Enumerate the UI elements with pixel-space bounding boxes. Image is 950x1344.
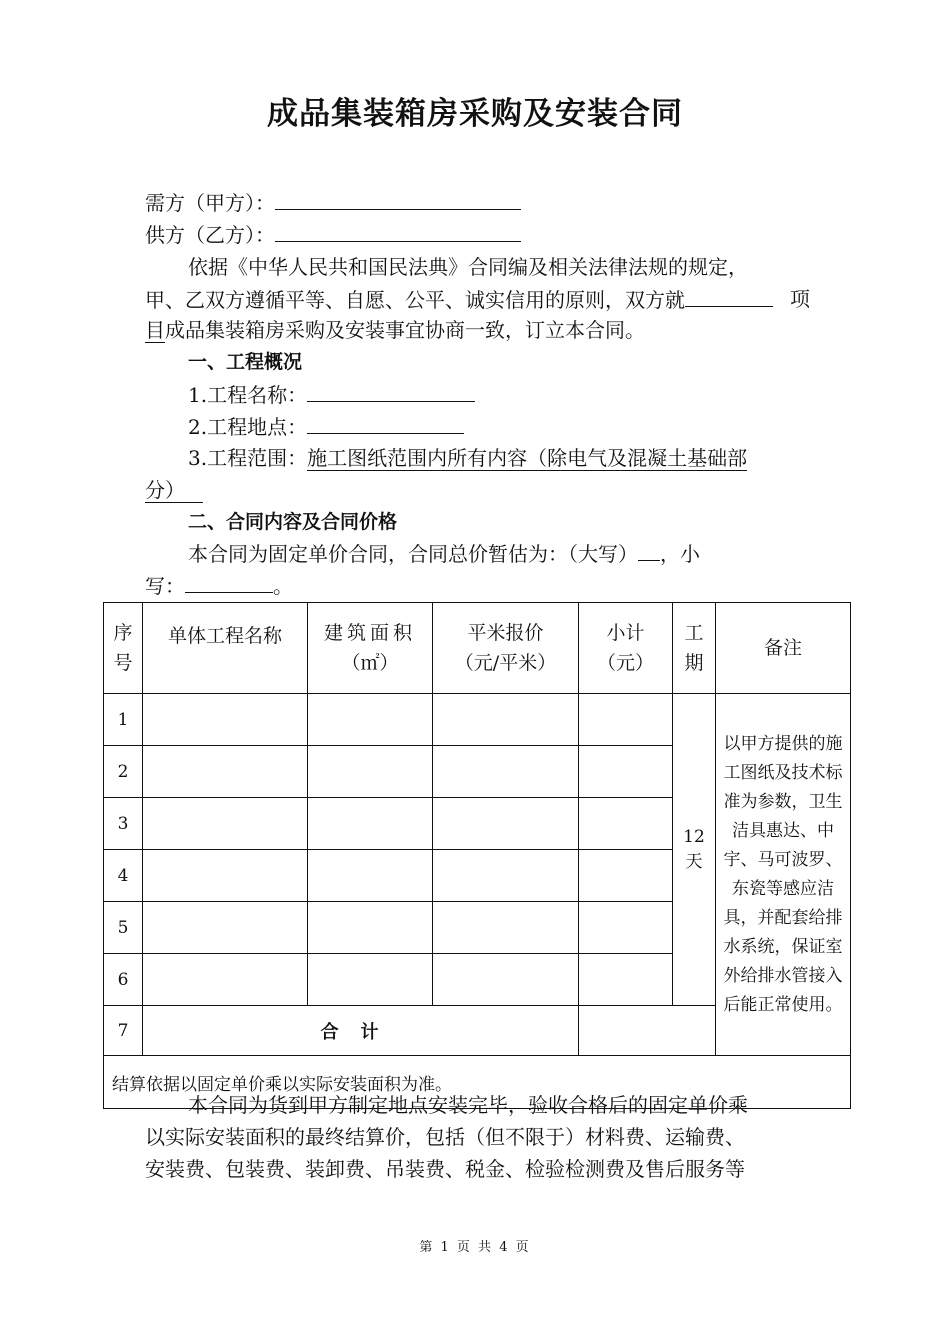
cell-name[interactable] bbox=[143, 746, 308, 798]
project-scope-line bbox=[188, 443, 747, 473]
project-scope-value-2: 分） bbox=[145, 478, 203, 503]
intro-line-1: 依据《中华人民共和国民法典》合同编及相关法律法规的规定， bbox=[188, 255, 748, 279]
price-table bbox=[103, 602, 851, 1109]
cell-name[interactable] bbox=[143, 954, 308, 1006]
price-lowercase-field[interactable] bbox=[185, 570, 273, 593]
cell-price[interactable] bbox=[433, 902, 579, 954]
cell-price[interactable] bbox=[433, 954, 579, 1006]
cell-area[interactable] bbox=[308, 694, 433, 746]
section-2-heading: 二、合同内容及合同价格 bbox=[188, 511, 398, 533]
project-location-field[interactable] bbox=[307, 411, 464, 434]
page-title: 成品集装箱房采购及安装合同 bbox=[267, 96, 683, 132]
cell-area[interactable] bbox=[308, 902, 433, 954]
page-number: 第 1 页 共 4 页 bbox=[419, 1240, 531, 1255]
cell-price[interactable] bbox=[433, 694, 579, 746]
intro-line-2-suffix: 项 bbox=[790, 287, 810, 311]
cell-price[interactable] bbox=[433, 850, 579, 902]
price-line-2-suffix: 。 bbox=[273, 574, 293, 598]
seller-line bbox=[145, 219, 521, 250]
cell-area[interactable] bbox=[308, 798, 433, 850]
cell-subtotal[interactable] bbox=[579, 902, 673, 954]
cell-area[interactable] bbox=[308, 954, 433, 1006]
total-label-cell bbox=[143, 1006, 579, 1056]
seller-blank[interactable] bbox=[275, 219, 521, 242]
cell-subtotal[interactable] bbox=[579, 954, 673, 1006]
header-seq: 序 号 bbox=[104, 603, 143, 694]
cell-area[interactable] bbox=[308, 850, 433, 902]
total-value-cell[interactable] bbox=[579, 1006, 716, 1056]
project-location-label: 2.工程地点： bbox=[188, 415, 308, 439]
total-seq: 7 bbox=[104, 1006, 143, 1056]
cell-subtotal[interactable] bbox=[579, 746, 673, 798]
cell-name[interactable] bbox=[143, 694, 308, 746]
section-1-heading: 一、工程概况 bbox=[188, 351, 303, 373]
total-label: 合计 bbox=[320, 1021, 401, 1043]
price-line-1 bbox=[188, 538, 700, 569]
intro-line-2-text: 甲、乙双方遵循平等、自愿、公平、诚实信用的原则，双方就 bbox=[145, 288, 685, 312]
table-header-row bbox=[104, 603, 851, 694]
cell-price[interactable] bbox=[433, 746, 579, 798]
header-price: 平米报价 （元/平米） bbox=[433, 603, 579, 694]
project-name-line bbox=[188, 379, 475, 410]
project-scope-value: 施工图纸范围内所有内容（除电气及混凝土基础部 bbox=[307, 446, 748, 470]
buyer-label: 需方（甲方）： bbox=[145, 191, 275, 215]
cell-name[interactable] bbox=[143, 798, 308, 850]
cell-name[interactable] bbox=[143, 902, 308, 954]
period-cell: 12 天 bbox=[673, 694, 716, 1006]
project-name-label: 1.工程名称： bbox=[188, 383, 308, 407]
settlement-note: 结算依据以固定单价乘以实际安装面积为准。 bbox=[104, 1056, 851, 1109]
closing-line-3: 安装费、包装费、装卸费、吊装费、税金、检验检测费及售后服务等 bbox=[145, 1157, 745, 1181]
table-row bbox=[104, 694, 851, 746]
row-seq: 1 bbox=[104, 694, 143, 746]
project-scope-label: 3.工程范围： bbox=[188, 446, 308, 470]
row-seq: 5 bbox=[104, 902, 143, 954]
row-seq: 2 bbox=[104, 746, 143, 798]
cell-subtotal[interactable] bbox=[579, 798, 673, 850]
header-name: 单体工程名称 bbox=[143, 603, 308, 694]
cell-price[interactable] bbox=[433, 798, 579, 850]
price-line-2 bbox=[145, 570, 293, 601]
header-period: 工 期 bbox=[673, 603, 716, 694]
intro-line-3 bbox=[145, 315, 645, 345]
price-uppercase-field[interactable] bbox=[638, 538, 660, 561]
row-seq: 4 bbox=[104, 850, 143, 902]
project-name-blank[interactable] bbox=[685, 284, 773, 307]
row-seq: 3 bbox=[104, 798, 143, 850]
intro-line-3-underlined: 目 bbox=[145, 318, 165, 342]
price-line-1-suffix: ，小 bbox=[660, 542, 700, 566]
intro-line-2 bbox=[145, 284, 810, 315]
project-name-field[interactable] bbox=[307, 379, 475, 402]
cell-area[interactable] bbox=[308, 746, 433, 798]
price-lowercase-label: 写： bbox=[145, 574, 185, 598]
seller-label: 供方（乙方）： bbox=[145, 223, 275, 247]
closing-line-1: 本合同为货到甲方制定地点安装完毕，验收合格后的固定单价乘 bbox=[188, 1093, 748, 1117]
header-note: 备注 bbox=[716, 603, 851, 694]
closing-line-2: 以实际安装面积的最终结算价，包括（但不限于）材料费、运输费、 bbox=[145, 1125, 745, 1149]
note-cell: 以甲方提供的施工图纸及技术标准为参数，卫生洁具惠达、中宇、马可波罗、东瓷等感应洁具，并配套给排水系统，保证室外给排水管接入后能正常使用。 bbox=[716, 694, 851, 1056]
intro-line-3-text: 成品集装箱房采购及安装事宜协商一致，订立本合同。 bbox=[165, 318, 645, 342]
cell-subtotal[interactable] bbox=[579, 850, 673, 902]
header-subtotal: 小计 （元） bbox=[579, 603, 673, 694]
cell-subtotal[interactable] bbox=[579, 694, 673, 746]
buyer-line bbox=[145, 187, 521, 218]
project-scope-line-2 bbox=[145, 475, 203, 505]
buyer-blank[interactable] bbox=[275, 187, 521, 210]
row-seq: 6 bbox=[104, 954, 143, 1006]
project-location-line bbox=[188, 411, 464, 442]
price-uppercase-label: 本合同为固定单价合同，合同总价暂估为：（大写） bbox=[188, 542, 638, 566]
header-area: 建筑面积 （㎡） bbox=[308, 603, 433, 694]
cell-name[interactable] bbox=[143, 850, 308, 902]
